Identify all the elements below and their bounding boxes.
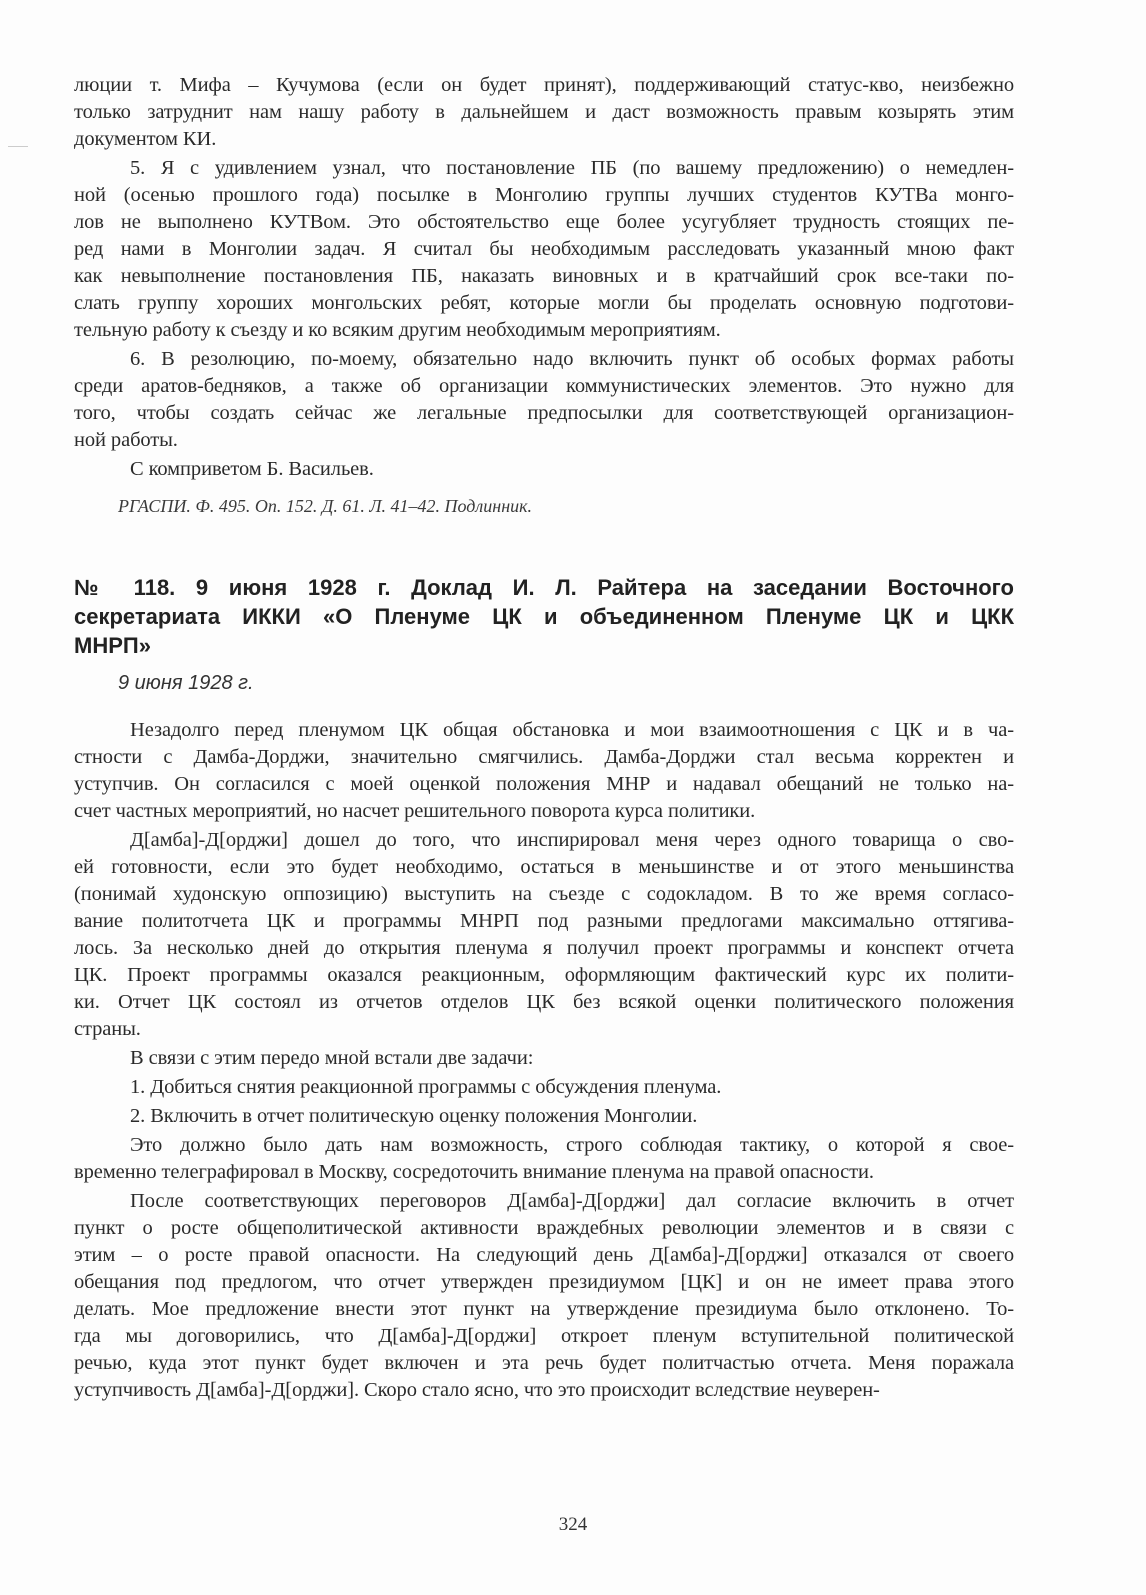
archive-source-citation: РГАСПИ. Ф. 495. Оп. 152. Д. 61. Л. 41–42. Подлинник. [118, 496, 533, 516]
document-heading [74, 573, 1014, 660]
text-line: слать группу хороших монгольских ребят, которые могли бы проделать основную подготови- [74, 292, 1014, 314]
text-line: ной работы. [74, 429, 178, 451]
heading-line: № 118. 9 июня 1928 г. Доклад И. Л. Райтера на заседании Восточного [74, 575, 1014, 600]
document-body [74, 717, 1014, 1404]
text-line: документом КИ. [74, 128, 217, 150]
text-line: речью, куда этот пункт будет включен и эта речь будет политчастью отчета. Меня поражала [74, 1352, 1014, 1374]
text-line: 6. В резолюцию, по-моему, обязательно надо включить пункт об особых формах работы [130, 348, 1014, 370]
heading-line: секретариата ИККИ «О Пленуме ЦК и объединенном Пленуме ЦК и ЦКК [74, 604, 1014, 629]
heading-line: МНРП» [74, 633, 151, 658]
text-line: как невыполнение постановления ПБ, наказать виновных и в кратчайший срок все-таки по- [74, 265, 1014, 287]
text-line: только затруднит нам нашу работу в дальнейшем и даст возможность правым козырять этим [74, 101, 1014, 123]
text-line: ной (осенью прошлого года) посылке в Монголию группы лучших студентов КУТВа монго- [74, 184, 1014, 206]
text-line: Незадолго перед пленумом ЦК общая обстановка и мои взаимоотношения с ЦК и в ча- [130, 719, 1014, 741]
paragraph [74, 717, 1014, 825]
text-line: 5. Я с удивлением узнал, что постановление ПБ (по вашему предложению) о немедлен- [130, 157, 1014, 179]
text-line: В связи с этим передо мной встали две задачи: [130, 1047, 534, 1069]
text-line: 2. Включить в отчет политическую оценку положения Монголии. [130, 1105, 698, 1127]
text-line: стности с Дамба-Дорджи, значительно смягчились. Дамба-Дорджи стал весьма корректен и [74, 746, 1014, 768]
text-line: счет частных мероприятий, но насчет решительного поворота курса политики. [74, 800, 756, 822]
paragraph [74, 1045, 1014, 1072]
document-date: 9 июня 1928 г. [118, 672, 254, 694]
paragraph [74, 827, 1014, 1043]
text-line: тельную работу к съезду и ко всяким другим необходимым мероприятиям. [74, 319, 721, 341]
paragraph [74, 1074, 1014, 1101]
text-line: ред нами в Монголии задач. Я считал бы необходимым расследовать указанный мною факт [74, 238, 1014, 260]
text-line: гда мы договорились, что Д[амба]-Д[орджи] откроет пленум вступительной политической [74, 1325, 1014, 1347]
text-line: Это должно было дать нам возможность, строго соблюдая тактику, о которой я свое- [130, 1134, 1014, 1156]
text-line: ЦК. Проект программы оказался реакционным, оформляющим фактический курс их полити- [74, 964, 1014, 986]
paragraph [74, 1103, 1014, 1130]
text-line: уступчив. Он согласился с моей оценкой положения МНР и надавал обещаний не только на- [74, 773, 1014, 795]
text-line: делать. Мое предложение внести этот пункт на утверждение президиума было отклонено. То- [74, 1298, 1014, 1320]
previous-document-continuation [74, 72, 1014, 483]
paragraph [74, 346, 1014, 454]
text-line: вание политотчета ЦК и программы МНРП под разными предлогами максимально оттягива- [74, 910, 1014, 932]
text-line: Д[амба]-Д[орджи] дошел до того, что инспирировал меня через одного товарища о сво- [130, 829, 1014, 851]
paragraph [74, 1132, 1014, 1186]
paragraph [74, 1188, 1014, 1404]
text-line: этим – о росте правой опасности. На следующий день Д[амба]-Д[орджи] отказался от своего [74, 1244, 1014, 1266]
paragraph [74, 456, 1014, 483]
text-line: временно телеграфировал в Москву, сосредоточить внимание пленума на правой опасности. [74, 1161, 874, 1183]
text-line: обещания под предлогом, что отчет утвержден президиумом [ЦК] и он не имеет права этого [74, 1271, 1014, 1293]
text-line: того, чтобы создать сейчас же легальные предпосылки для соответствующей организацион- [74, 402, 1014, 424]
text-line: ей готовности, если это будет необходимо, остаться в меньшинстве и от этого меньшинства [74, 856, 1014, 878]
text-line: страны. [74, 1018, 141, 1040]
text-line: С комприветом Б. Васильев. [130, 458, 374, 480]
text-line: пункт о росте общеполитической активности враждебных революции элементов и в связи с [74, 1217, 1014, 1239]
text-line: среди аратов-бедняков, а также об организации коммунистических элементов. Это нужно для [74, 375, 1014, 397]
page-number: 324 [558, 1514, 588, 1535]
book-page [74, 72, 1014, 1404]
scan-artifact [8, 146, 28, 147]
text-line: лось. За несколько дней до открытия пленума я получил проект программы и конспект отчета [74, 937, 1014, 959]
text-line: уступчивость Д[амба]-Д[орджи]. Скоро стало ясно, что это происходит вследствие неуверен- [74, 1379, 880, 1401]
text-line: 1. Добиться снятия реакционной программы с обсуждения пленума. [130, 1076, 722, 1098]
text-line: (понимай худонскую оппозицию) выступить на съезде с содокладом. В то же время согласо- [74, 883, 1014, 905]
paragraph [74, 155, 1014, 344]
text-line: лов не выполнено КУТВом. Это обстоятельство еще более усугубляет трудность стоящих пе- [74, 211, 1014, 233]
text-line: После соответствующих переговоров Д[амба]-Д[орджи] дал согласие включить в отчет [130, 1190, 1014, 1212]
text-line: ки. Отчет ЦК состоял из отчетов отделов ЦК без всякой оценки политического положения [74, 991, 1014, 1013]
paragraph [74, 72, 1014, 153]
text-line: люции т. Мифа – Кучумова (если он будет принят), поддерживающий статус-кво, неизбежно [74, 74, 1014, 96]
